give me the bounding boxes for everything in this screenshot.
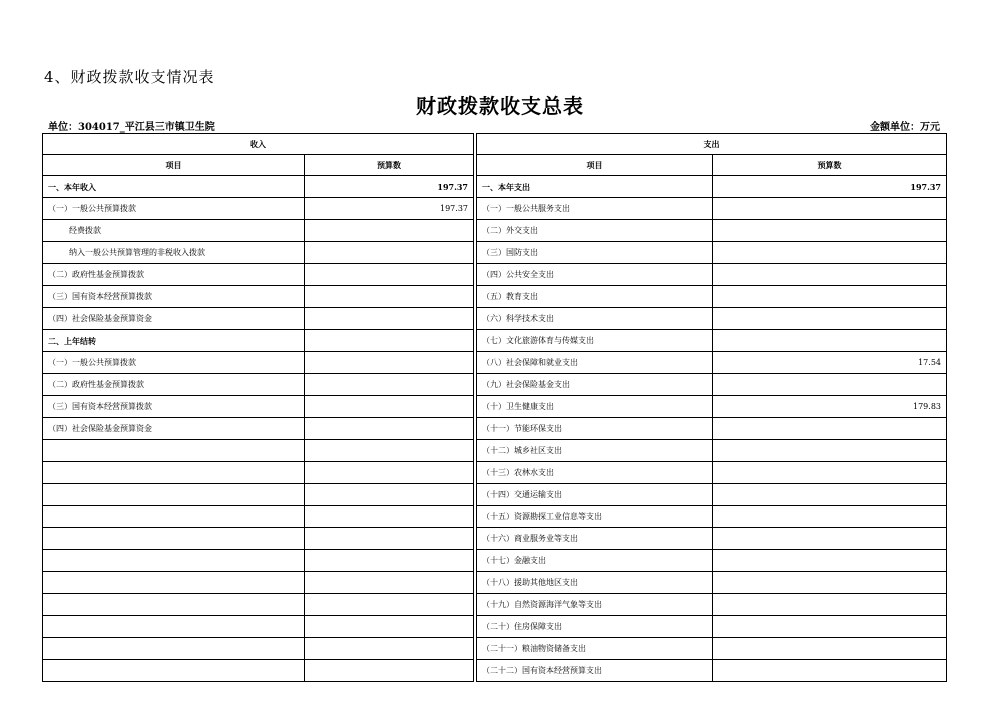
expense-item-cell: （五）教育支出 bbox=[477, 286, 713, 308]
expense-item-cell: （六）科学技术支出 bbox=[477, 308, 713, 330]
expense-value-cell bbox=[713, 528, 947, 550]
expense-item-cell: （三）国防支出 bbox=[477, 242, 713, 264]
income-value-cell bbox=[305, 506, 474, 528]
income-value-cell: 197.37 bbox=[305, 176, 474, 198]
table-row bbox=[43, 396, 947, 418]
expense-item-cell: （十七）金融支出 bbox=[477, 550, 713, 572]
income-value-cell bbox=[305, 616, 474, 638]
expense-value-cell bbox=[713, 418, 947, 440]
expense-item-cell: （十）卫生健康支出 bbox=[477, 396, 713, 418]
unit-label: 单位：304017_平江县三市镇卫生院 bbox=[48, 122, 215, 133]
expense-value-cell bbox=[713, 572, 947, 594]
income-value-cell bbox=[305, 242, 474, 264]
income-item-cell bbox=[43, 506, 305, 528]
expense-item-cell: （二十）住房保障支出 bbox=[477, 616, 713, 638]
expense-item-cell: （二十二）国有资本经营预算支出 bbox=[477, 660, 713, 682]
income-value-cell bbox=[305, 220, 474, 242]
table-row bbox=[43, 462, 947, 484]
income-value-cell bbox=[305, 594, 474, 616]
expense-value-cell bbox=[713, 220, 947, 242]
expense-item-cell: （二十一）粮油物资储备支出 bbox=[477, 638, 713, 660]
income-item-cell: （一）一般公共预算拨款 bbox=[43, 352, 305, 374]
expense-item-cell: （十一）节能环保支出 bbox=[477, 418, 713, 440]
income-item-cell: （二）政府性基金预算拨款 bbox=[43, 264, 305, 286]
table-row bbox=[43, 352, 947, 374]
table-row bbox=[43, 594, 947, 616]
expense-value-cell bbox=[713, 440, 947, 462]
table-row bbox=[43, 220, 947, 242]
income-value-cell bbox=[305, 352, 474, 374]
expense-value-cell bbox=[713, 242, 947, 264]
income-value-cell bbox=[305, 462, 474, 484]
income-value-cell bbox=[305, 528, 474, 550]
expense-item-cell: （十三）农林水支出 bbox=[477, 462, 713, 484]
expense-item-cell: （十二）城乡社区支出 bbox=[477, 440, 713, 462]
expense-value-cell bbox=[713, 264, 947, 286]
expense-item-cell: （十九）自然资源海洋气象等支出 bbox=[477, 594, 713, 616]
income-item-cell bbox=[43, 572, 305, 594]
income-item-cell bbox=[43, 638, 305, 660]
expense-item-cell: （十八）援助其他地区支出 bbox=[477, 572, 713, 594]
income-item-cell bbox=[43, 660, 305, 682]
table-row bbox=[43, 286, 947, 308]
column-header-row bbox=[43, 155, 947, 176]
income-value-cell bbox=[305, 572, 474, 594]
table-row bbox=[43, 374, 947, 396]
income-item-header: 项目 bbox=[43, 155, 305, 176]
income-item-cell: （三）国有资本经营预算拨款 bbox=[43, 396, 305, 418]
table-row bbox=[43, 506, 947, 528]
income-item-cell: 经费拨款 bbox=[43, 220, 305, 242]
expense-item-cell: （十六）商业服务业等支出 bbox=[477, 528, 713, 550]
income-item-cell: 纳入一般公共预算管理的非税收入拨款 bbox=[43, 242, 305, 264]
table-body bbox=[43, 134, 947, 682]
section-heading: 4、财政拨款收支情况表 bbox=[44, 68, 215, 86]
expense-item-cell: 一、本年支出 bbox=[477, 176, 713, 198]
expense-value-cell bbox=[713, 308, 947, 330]
expense-value-cell bbox=[713, 594, 947, 616]
expense-value-cell bbox=[713, 330, 947, 352]
expense-value-cell bbox=[713, 660, 947, 682]
income-item-cell: （三）国有资本经营预算拨款 bbox=[43, 286, 305, 308]
income-item-cell: 二、上年结转 bbox=[43, 330, 305, 352]
table-row bbox=[43, 638, 947, 660]
income-item-cell: 一、本年收入 bbox=[43, 176, 305, 198]
expense-item-cell: （八）社会保障和就业支出 bbox=[477, 352, 713, 374]
income-item-cell: （四）社会保险基金预算资金 bbox=[43, 418, 305, 440]
page-title: 财政拨款收支总表 bbox=[416, 94, 584, 118]
table-row bbox=[43, 330, 947, 352]
income-value-cell bbox=[305, 638, 474, 660]
expense-value-cell: 197.37 bbox=[713, 176, 947, 198]
income-value-cell bbox=[305, 308, 474, 330]
income-value-cell bbox=[305, 550, 474, 572]
expense-item-cell: （十五）资源勘探工业信息等支出 bbox=[477, 506, 713, 528]
expense-item-cell: （一）一般公共服务支出 bbox=[477, 198, 713, 220]
income-item-cell: （二）政府性基金预算拨款 bbox=[43, 374, 305, 396]
table-row bbox=[43, 550, 947, 572]
expense-item-cell: （七）文化旅游体育与传媒支出 bbox=[477, 330, 713, 352]
expense-value-cell bbox=[713, 638, 947, 660]
income-item-cell bbox=[43, 594, 305, 616]
group-header-row bbox=[43, 134, 947, 155]
income-header: 收入 bbox=[43, 134, 474, 155]
income-value-cell bbox=[305, 660, 474, 682]
expense-value-cell bbox=[713, 506, 947, 528]
expense-item-cell: （二）外交支出 bbox=[477, 220, 713, 242]
expense-value-cell bbox=[713, 198, 947, 220]
income-item-cell bbox=[43, 616, 305, 638]
expense-item-cell: （四）公共安全支出 bbox=[477, 264, 713, 286]
expense-value-cell bbox=[713, 550, 947, 572]
table-row bbox=[43, 572, 947, 594]
table-row bbox=[43, 264, 947, 286]
income-item-cell: （一）一般公共预算拨款 bbox=[43, 198, 305, 220]
expense-value-cell: 17.54 bbox=[713, 352, 947, 374]
expense-value-cell bbox=[713, 616, 947, 638]
income-value-cell bbox=[305, 418, 474, 440]
expense-value-cell: 179.83 bbox=[713, 396, 947, 418]
income-item-cell bbox=[43, 528, 305, 550]
income-item-cell bbox=[43, 440, 305, 462]
income-value-cell bbox=[305, 264, 474, 286]
amount-unit-label: 金额单位：万元 bbox=[870, 122, 940, 133]
table-row bbox=[43, 198, 947, 220]
expense-item-cell: （十四）交通运输支出 bbox=[477, 484, 713, 506]
income-value-cell bbox=[305, 484, 474, 506]
expense-value-cell bbox=[713, 462, 947, 484]
table-row bbox=[43, 176, 947, 198]
fiscal-budget-table bbox=[42, 133, 947, 682]
expense-item-header: 项目 bbox=[477, 155, 713, 176]
income-item-cell bbox=[43, 550, 305, 572]
income-item-cell: （四）社会保险基金预算资金 bbox=[43, 308, 305, 330]
expense-value-cell bbox=[713, 286, 947, 308]
table-row bbox=[43, 660, 947, 682]
table-row bbox=[43, 616, 947, 638]
table-row bbox=[43, 440, 947, 462]
income-value-cell bbox=[305, 286, 474, 308]
income-value-cell: 197.37 bbox=[305, 198, 474, 220]
income-item-cell bbox=[43, 484, 305, 506]
expense-header: 支出 bbox=[477, 134, 947, 155]
table-row bbox=[43, 242, 947, 264]
income-value-cell bbox=[305, 396, 474, 418]
expense-budget-header: 预算数 bbox=[713, 155, 947, 176]
income-item-cell bbox=[43, 462, 305, 484]
income-value-cell bbox=[305, 330, 474, 352]
table-row bbox=[43, 418, 947, 440]
expense-value-cell bbox=[713, 484, 947, 506]
table-row bbox=[43, 484, 947, 506]
expense-value-cell bbox=[713, 374, 947, 396]
income-value-cell bbox=[305, 440, 474, 462]
income-budget-header: 预算数 bbox=[305, 155, 474, 176]
expense-item-cell: （九）社会保险基金支出 bbox=[477, 374, 713, 396]
table-row bbox=[43, 308, 947, 330]
income-value-cell bbox=[305, 374, 474, 396]
table-row bbox=[43, 528, 947, 550]
